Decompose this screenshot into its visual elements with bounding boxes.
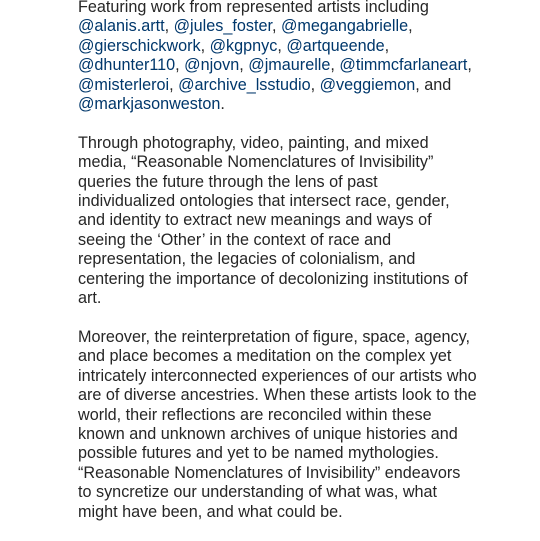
mention-link[interactable]: @archive_lsstudio: [178, 75, 311, 94]
mention-separator: ,: [408, 17, 413, 36]
mention-link[interactable]: @artqueende: [286, 36, 385, 55]
caption-intro-text: Featuring work from represented artists including: [78, 0, 429, 16]
caption-paragraph-reflection: Moreover, the reinterpretation of figure, space, agency, and place becomes a meditation on the complex yet intricately interconnected experiences of our artists who are of diverse ancestries. When these artists look to the world, their reflections are reconciled within these known and unknown archives of unique histories and possible futures and yet to be named mythologies. “Reasonable Nomenclatures of Invisibility” endeavors to syncretize our understanding of what was, what might have been, and what could be.: [78, 327, 477, 521]
mention-link[interactable]: @njovn: [184, 56, 240, 75]
mention-separator: ,: [200, 36, 210, 55]
mention-link[interactable]: @alanis.artt: [78, 17, 165, 36]
mention-link[interactable]: @timmcfarlaneart: [339, 56, 468, 75]
mention-link[interactable]: @megangabrielle: [280, 17, 409, 36]
mention-separator: ,: [169, 75, 179, 94]
caption-paragraph-description: Through photography, video, painting, and mixed media, “Reasonable Nomenclatures of Invisibility” queries the future through the lens of past individualized ontologies that intersect race, gender, and identity to extract new meanings and ways of seeing the ‘Other’ in the context of race and representation, the legacies of colonialism, and centering the importance of decolonizing institutions of art.: [78, 133, 468, 308]
mention-separator: ,: [175, 56, 185, 75]
mention-link[interactable]: @jules_foster: [173, 17, 272, 36]
mention-link[interactable]: @jmaurelle: [248, 56, 331, 75]
mention-link[interactable]: @misterleroi: [78, 75, 170, 94]
mention-separator: ,: [271, 17, 281, 36]
mention-link[interactable]: @dhunter110: [78, 56, 176, 75]
mention-separator: ,: [164, 17, 174, 36]
mention-link[interactable]: @gierschickwork: [78, 36, 201, 55]
mention-separator: ,: [330, 56, 340, 75]
mention-link[interactable]: @markjasonweston: [78, 95, 221, 114]
mention-separator: ,: [310, 75, 320, 94]
caption-paragraph-artists: [78, 0, 478, 114]
mention-separator: ,: [467, 56, 472, 75]
mention-separator: ,: [384, 36, 390, 55]
mention-separator: ,: [239, 56, 249, 75]
post-caption: [78, 0, 478, 541]
mention-link[interactable]: @veggiemon: [319, 75, 416, 94]
mention-separator: , and: [415, 75, 452, 94]
mention-separator: ,: [277, 36, 287, 55]
caption-period: .: [220, 95, 225, 114]
mention-link[interactable]: @kgpnyc: [209, 36, 278, 55]
